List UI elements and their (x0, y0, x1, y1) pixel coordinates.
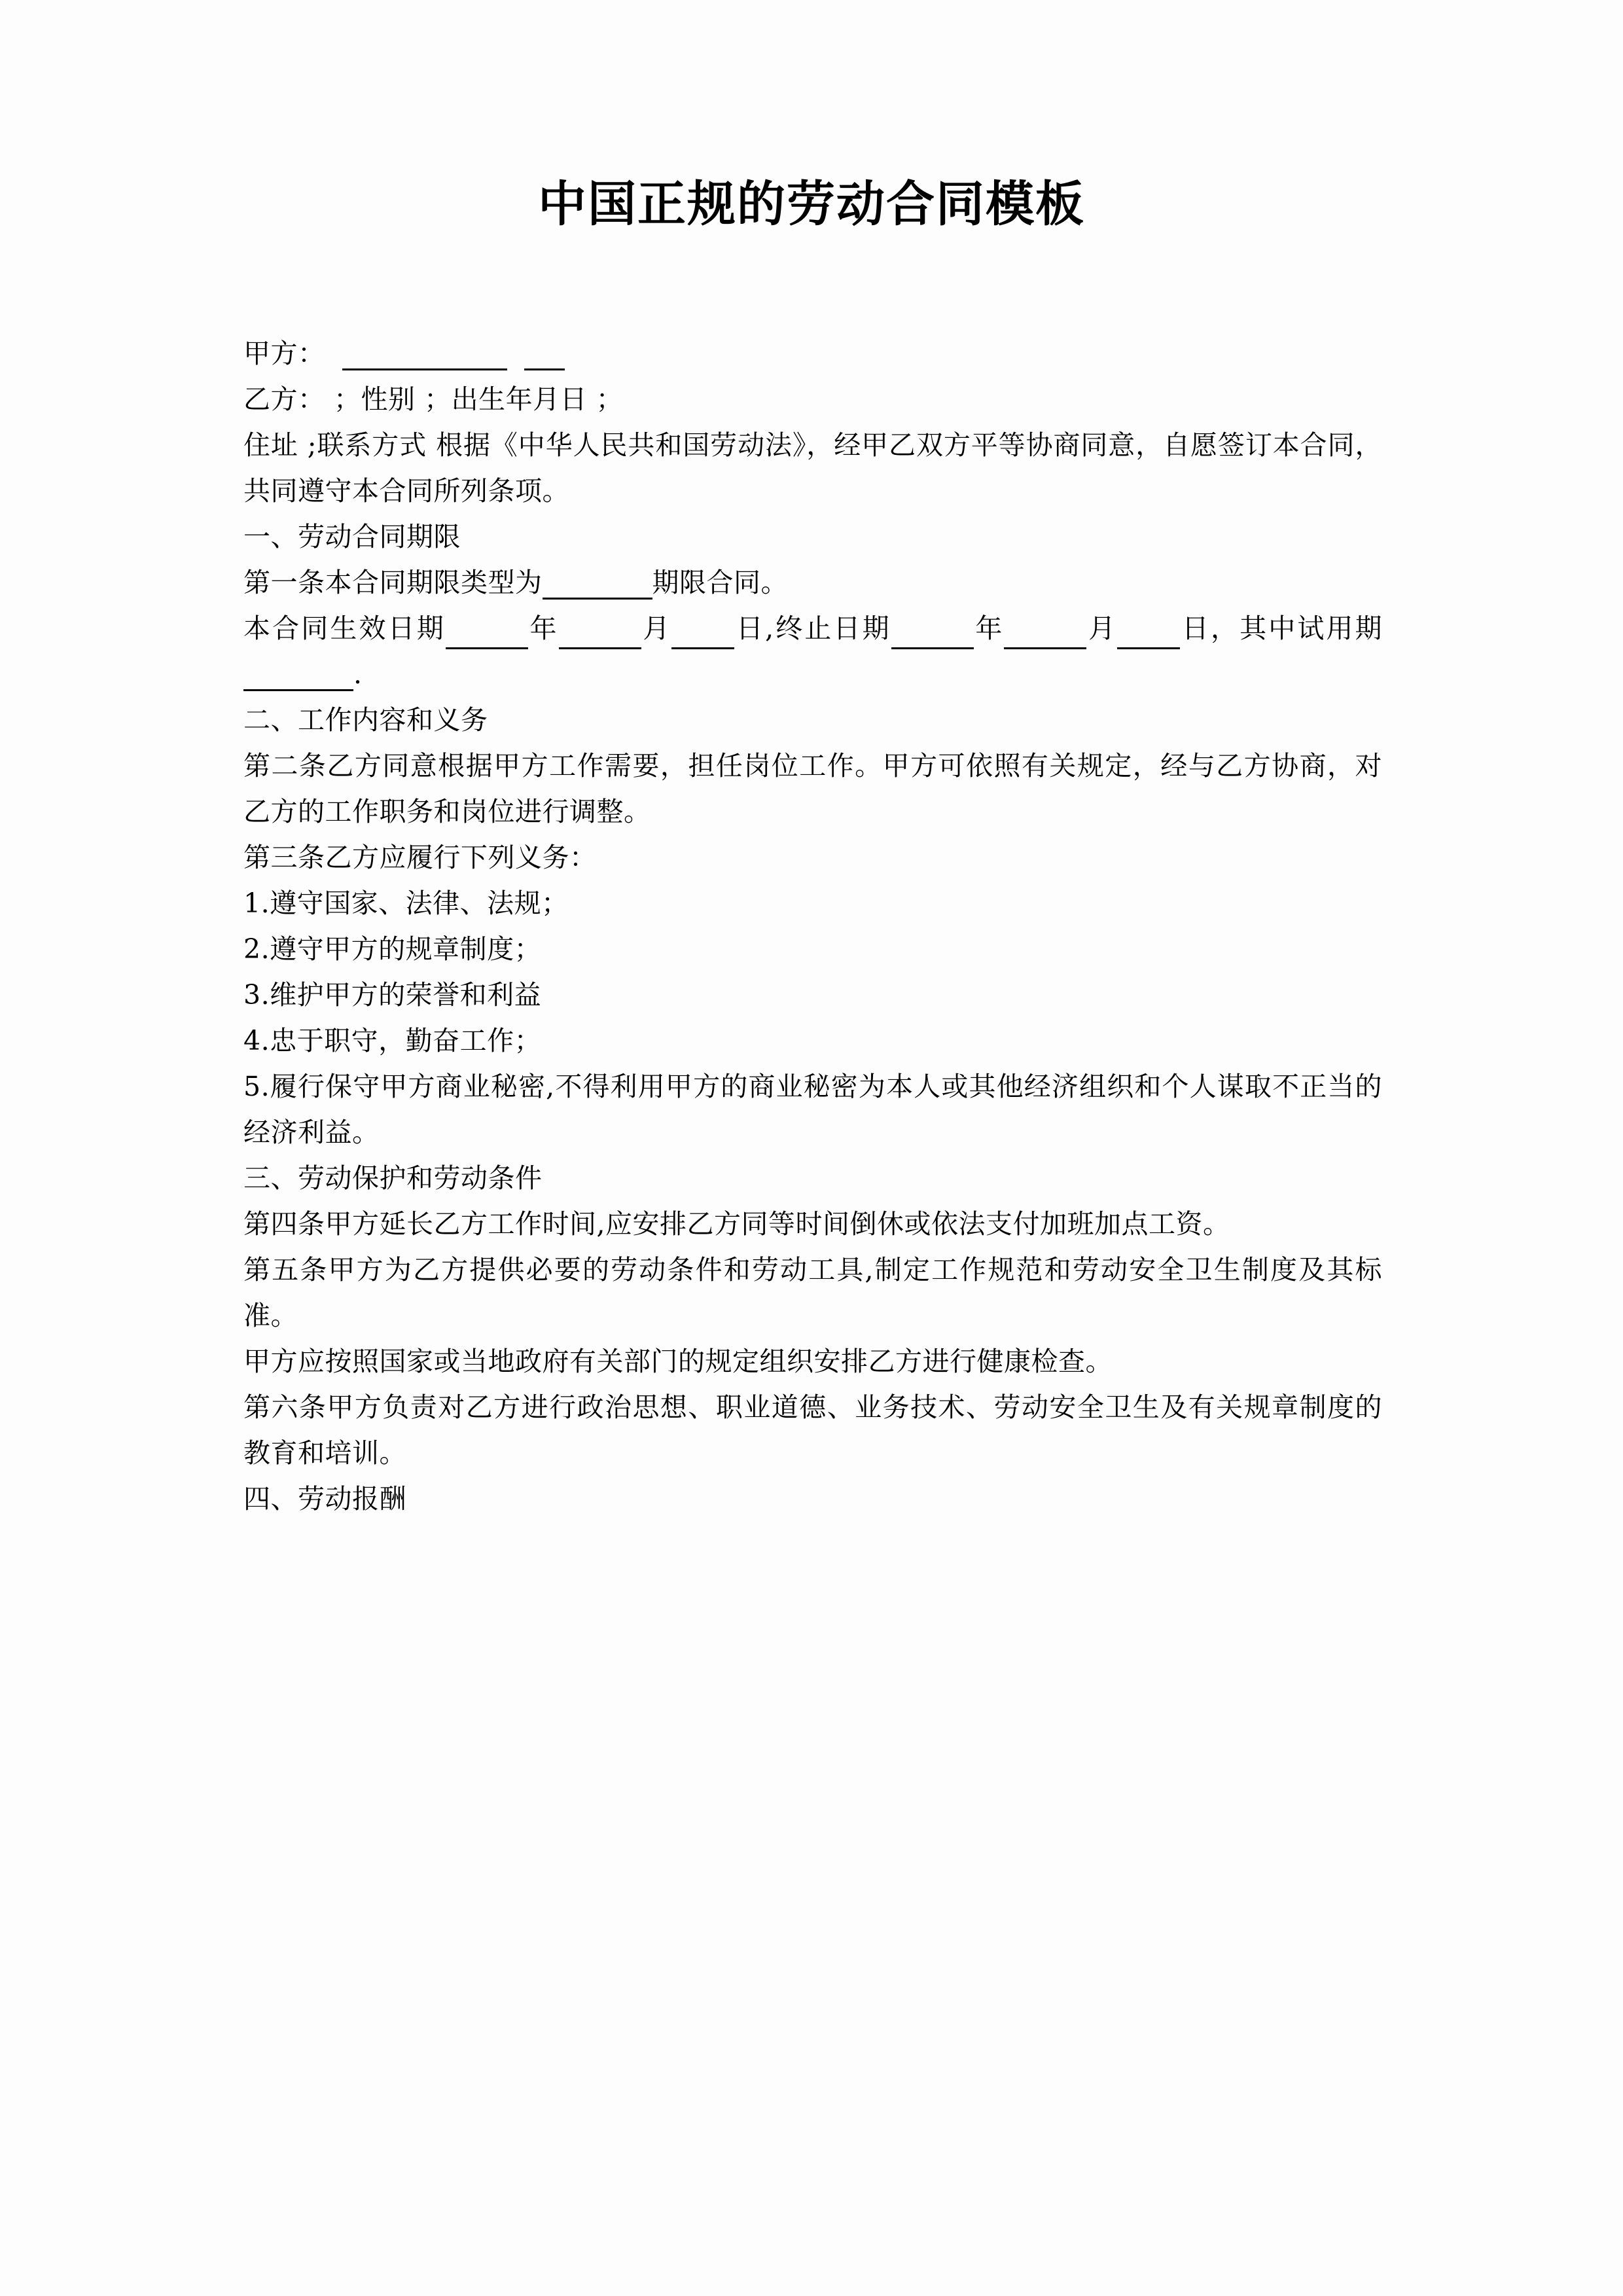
article-6-paragraph: 第六条甲方负责对乙方进行政治思想、职业道德、业务技术、劳动安全卫生及有关规章制度的教育和培训。 (243, 1391, 1382, 1469)
article-1-blank[interactable] (543, 598, 652, 600)
article-2-paragraph: 第二条乙方同意根据甲方工作需要，担任岗位工作。甲方可依照有关规定，经与乙方协商，对乙方的工作职务和岗位进行调整。 (243, 750, 1382, 827)
effective-date-line (243, 605, 1382, 697)
start-year-unit: 年 (527, 613, 559, 644)
list-item: 2.遵守甲方的规章制度； (243, 933, 542, 965)
end-date-label: 日,终止日期 (734, 613, 891, 644)
party-a-line (243, 331, 1382, 376)
section-3-heading: 三、劳动保护和劳动条件 (243, 1162, 543, 1194)
start-month-unit: 月 (641, 613, 672, 644)
start-day-blank[interactable] (671, 647, 734, 649)
start-year-blank[interactable] (446, 647, 528, 649)
end-month-blank[interactable] (1004, 647, 1086, 649)
party-a-blank-1[interactable] (342, 368, 507, 370)
article-1-line (243, 560, 1382, 605)
article-1-post: 期限合同。 (652, 567, 788, 598)
party-a-label: 甲方： (243, 338, 325, 369)
health-check-paragraph: 甲方应按照国家或当地政府有关部门的规定组织安排乙方进行健康检查。 (243, 1346, 1113, 1377)
start-month-blank[interactable] (559, 647, 641, 649)
effective-date-label: 本合同生效日期 (243, 613, 446, 644)
article-1-pre: 第一条本合同期限类型为 (243, 567, 543, 598)
list-item: 4.忠于职守，勤奋工作； (243, 1025, 542, 1056)
article-4-paragraph: 第四条甲方延长乙方工作时间,应安排乙方同等时间倒休或依法支付加班加点工资。 (243, 1208, 1230, 1240)
party-b-line: 乙方： ；性别 ；出生年月日 ； (243, 384, 624, 415)
party-a-blank-2[interactable] (524, 368, 565, 370)
page-title: 中国正规的劳动合同模板 (538, 176, 1085, 232)
article-5-paragraph: 第五条甲方为乙方提供必要的劳动条件和劳动工具,制定工作规范和劳动安全卫生制度及其标准。 (243, 1254, 1382, 1331)
article-3-intro: 第三条乙方应履行下列义务： (243, 842, 597, 873)
document-body (243, 331, 1382, 1522)
end-month-unit: 月 (1086, 613, 1118, 644)
list-item: 3.维护甲方的荣誉和利益 (243, 979, 542, 1011)
list-item: 5.履行保守甲方商业秘密,不得利用甲方的商业秘密为本人或其他经济组织和个人谋取不正当的经济利益。 (243, 1071, 1382, 1148)
list-item: 1.遵守国家、法律、法规； (243, 888, 569, 919)
section-4-heading: 四、劳动报酬 (243, 1483, 406, 1515)
end-year-blank[interactable] (891, 647, 974, 649)
section-2-heading: 二、工作内容和义务 (243, 704, 488, 736)
section-1-heading: 一、劳动合同期限 (243, 521, 461, 552)
probation-tail: . (353, 658, 363, 690)
probation-label: 日，其中试用期 (1180, 613, 1383, 644)
end-year-unit: 年 (973, 613, 1005, 644)
probation-blank[interactable] (243, 689, 353, 691)
end-day-blank[interactable] (1117, 647, 1180, 649)
preamble-paragraph: 住址 ;联系方式 根据《中华人民共和国劳动法》，经甲乙双方平等协商同意，自愿签订本合同，共同遵守本合同所列条项。 (243, 429, 1382, 507)
